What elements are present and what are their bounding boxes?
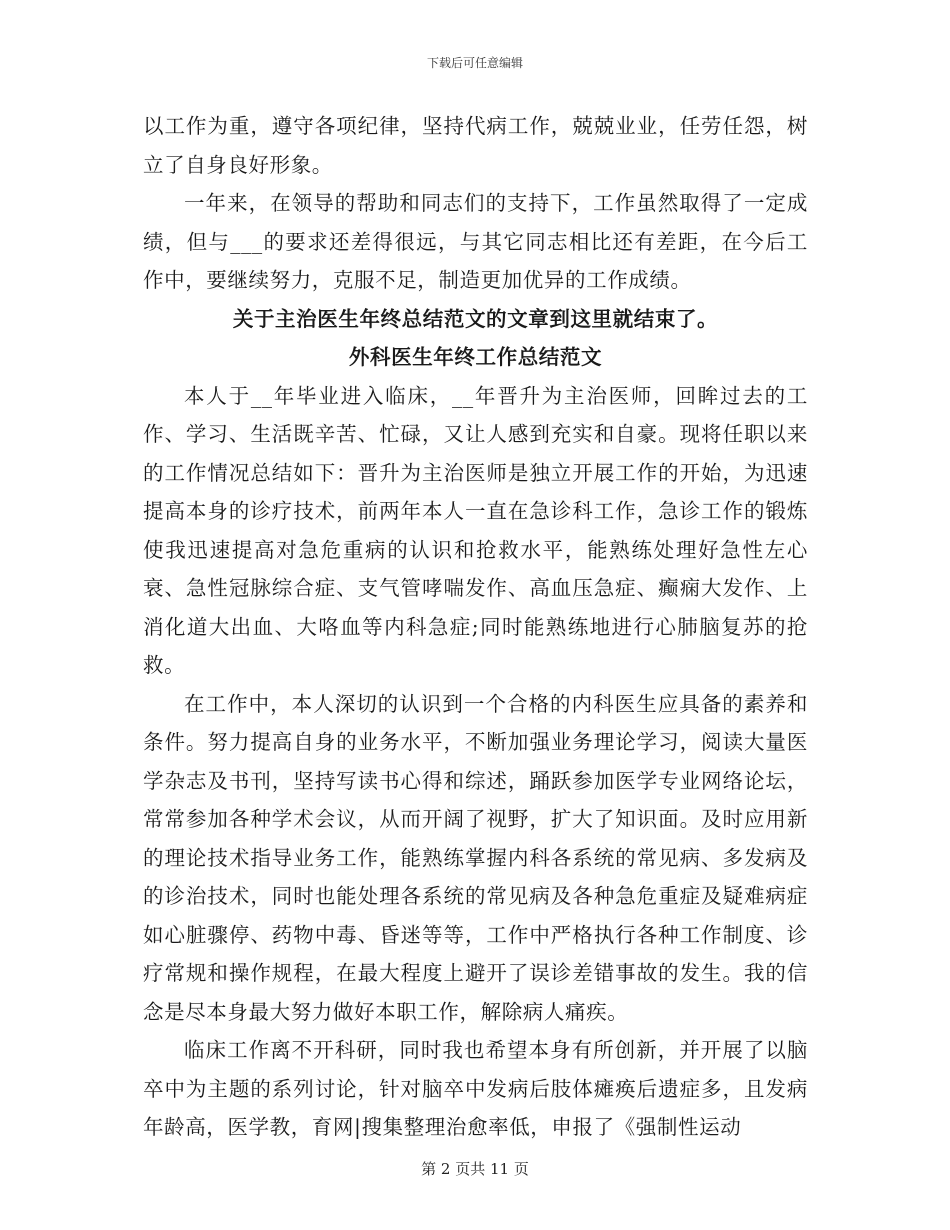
paragraph-5: 临床工作离不开科研，同时我也希望本身有所创新，并开展了以脑卒中为主题的系列讨论，针对脑卒中发病后肢体瘫痪后遗症多，且发病年龄高，医学教，育网|搜集整理治愈率低，申报了《强制性运动 [143, 1038, 808, 1139]
paragraph-3: 本人于__年毕业进入临床，__年晋升为主治医师，回眸过去的工作、学习、生活既辛苦、忙碌，又让人感到充实和自豪。现将任职以来的工作情况总结如下：晋升为主治医师是独立开展工作的开始，为迅速提高本身的诊疗技术，前两年本人一直在急诊科工作，急诊工作的锻炼使我迅速提高对急危重病的认识和抢救水平，能熟练处理好急性左心衰、急性冠脉综合症、支气管哮喘发作、高血压急症、癫痫大发作、上消化道大出血、大咯血等内科急症;同时能熟练地进行心肺脑复苏的抢救。 [143, 383, 808, 677]
page-header: 下载后可任意编辑 [426, 56, 523, 70]
paragraph-4: 在工作中，本人深切的认识到一个合格的内科医生应具备的素养和条件。努力提高自身的业务水平，不断加强业务理论学习，阅读大量医学杂志及书刊，坚持写读书心得和综述，踊跃参加医学专业网络论坛，常常参加各种学术会议，从而开阔了视野，扩大了知识面。及时应用新的理论技术指导业务工作，能熟练掌握内科各系统的常见病、多发病及的诊治技术，同时也能处理各系统的常见病及各种急危重症及疑难病症如心脏骤停、药物中毒、昏迷等等，工作中严格执行各种工作制度、诊疗常规和操作规程，在最大程度上避开了误诊差错事故的发生。我的信念是尽本身最大努力做好本职工作，解除病人痛疾。 [143, 691, 808, 1024]
document-body [143, 107, 808, 1147]
paragraph-1: 以工作为重，遵守各项纪律，坚持代病工作，兢兢业业，任劳任怨，树立了自身良好形象。 [143, 114, 808, 177]
paragraph-2: 一年来，在领导的帮助和同志们的支持下，工作虽然取得了一定成绩，但与___的要求还差得很远，与其它同志相比还有差距，在今后工作中，要继续努力，克服不足，制造更加优异的工作成绩。 [143, 191, 808, 292]
section-title: 外科医生年终工作总结范文 [348, 345, 603, 369]
page-footer: 第 2 页共 11 页 [421, 1160, 529, 1178]
end-note: 关于主治医生年终总结范文的文章到这里就结束了。 [232, 306, 719, 331]
